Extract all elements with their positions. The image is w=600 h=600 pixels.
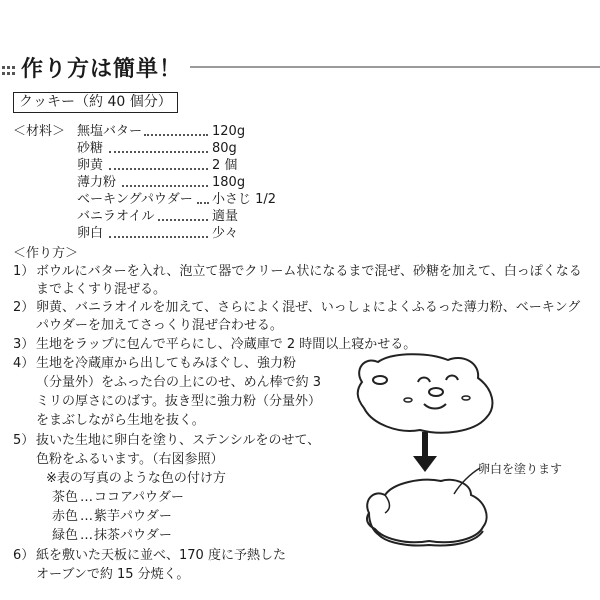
step-number: 1） [13,264,35,279]
step-number: 6） [13,548,35,563]
header-rule [190,66,600,68]
ingredient-name: 無塩バター [77,124,143,139]
step-text: パウダーを加えてさっくり混ぜ合わせる。 [36,318,283,333]
step-text: 紙を敷いた天板に並べ、170 度に予熱した [36,548,286,563]
ingredient-name: 卵白 [77,226,104,241]
step-number: 4） [13,356,35,371]
step-text: 抜いた生地に卵白を塗り、ステンシルをのせて、 [36,433,321,448]
step-text: ボウルにバターを入れ、泡立て器でクリーム状になるまで混ぜ、砂糖を加えて、白っぽくなる [36,264,582,279]
step-number: 2） [13,300,35,315]
ingredient-amount: 180g [212,175,246,190]
step-number: 3） [13,337,35,352]
dot-leader [109,151,208,153]
ingredient-name: 卵黄 [77,158,104,173]
ingredient-amount: 2 個 [212,158,238,173]
note-heading: ※表の写真のような色の付け方 [46,471,226,486]
color-name: 緑色 [52,528,79,543]
ingredient-amount: 120g [212,124,246,139]
ingredient-name: ベーキングパウダー [77,192,193,207]
dot-leader [144,134,208,136]
ingredient-name: バニラオイル [77,209,155,224]
step-text: オーブンで約 15 分焼く。 [36,567,190,582]
step-text: までよくすり混ぜる。 [36,282,167,297]
down-arrow-icon [413,432,437,474]
step-text: 色粉をふるいます。（右図参照） [36,452,224,467]
leader-dots: … [80,509,93,524]
step-text: ミリの厚さにのばす。抜き型に強力粉（分量外） [36,394,321,409]
step-text: 生地をラップに包んで平らにし、冷蔵庫で 2 時間以上寝かせる。 [36,337,417,352]
step-number: 5） [13,433,35,448]
ingredient-amount: 少々 [212,226,239,241]
leader-dots: … [80,490,93,505]
step-text: 生地を冷蔵庫から出してもみほぐし、強力粉 [36,356,297,371]
page-title: 作り方は簡単！ [21,57,183,82]
section-header [0,52,600,82]
step-text: をまぶしながら生地を抜く。 [36,413,205,428]
dots-icon [2,66,16,76]
bear-face-stencil-icon [350,352,510,442]
ingredient-amount: 80g [212,141,237,156]
dot-leader [109,236,208,238]
callout-label: 卵白を塗ります [478,462,563,476]
step-text: 卵黄、バニラオイルを加えて、さらによく混ぜ、いっしょによくふるった薄力粉、ベーキング [36,300,581,315]
ingredient-name: 砂糖 [77,141,104,156]
step-text: （分量外）をふった台の上にのせ、めん棒で約 3 [36,375,322,390]
dot-leader [158,219,208,221]
recipe-title: クッキー（約 40 個分） [13,92,178,113]
ingredient-amount: 適量 [212,209,239,224]
color-powder: 紫芋パウダー [94,509,172,524]
dot-leader [109,168,208,170]
color-name: 赤色 [52,509,79,524]
leader-dots: … [80,528,93,543]
dot-leader [122,185,208,187]
color-name: 茶色 [52,490,79,505]
materials-label: ＜材料＞ [13,124,66,139]
dot-leader [197,202,209,204]
color-powder: 抹茶パウダー [94,528,172,543]
color-powder: ココアパウダー [94,490,184,505]
method-label: ＜作り方＞ [13,246,79,261]
ingredient-amount: 小さじ 1/2 [212,192,277,207]
ingredient-name: 薄力粉 [77,175,117,190]
